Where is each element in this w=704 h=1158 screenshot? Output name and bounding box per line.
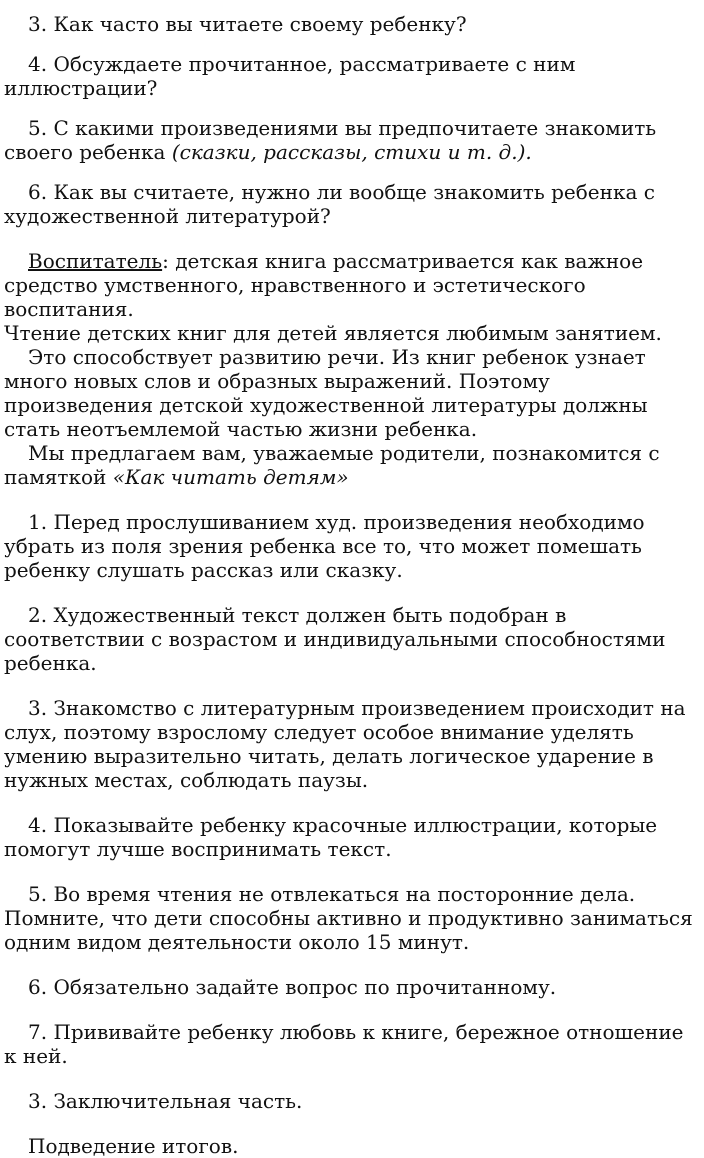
- closing-section-heading: 3. Заключительная часть.: [28, 1089, 303, 1113]
- memo-item-4: 4. Показывайте ребенку красочные иллюстрации, которые помогут лучше воспринимать текст.: [4, 813, 658, 861]
- memo-item-1: 1. Перед прослушиванием худ. произведения необходимо убрать из поля зрения ребенка все то, что может помешать ребенку слушать рассказ или сказку.: [4, 510, 645, 582]
- memo-item-5: 5. Во время чтения не отвлекаться на посторонние дела. Помните, что дети способны активно и продуктивно заниматься одним видом деятельности около 15 минут.: [4, 882, 693, 954]
- question-6: 6. Как вы считаете, нужно ли вообще знакомить ребенка с художественной литературой?: [4, 180, 655, 228]
- question-4: 4. Обсуждаете прочитанное, рассматриваете с ним иллюстрации?: [4, 52, 576, 100]
- question-5-examples: (сказки, рассказы, стихи и т. д.).: [171, 140, 532, 164]
- educator-paragraph-3: [4, 441, 700, 489]
- educator-intro: [4, 249, 700, 321]
- question-5: [4, 116, 700, 164]
- educator-paragraph-3-text: Мы предлагаем вам, уважаемые родители, познакомится с памяткой: [4, 441, 660, 489]
- speaker-label: Воспитатель: [28, 249, 163, 273]
- closing-summary: Подведение итогов.: [28, 1134, 239, 1158]
- question-3: 3. Как часто вы читаете своему ребенку?: [28, 12, 467, 36]
- memo-item-6: 6. Обязательно задайте вопрос по прочитанному.: [28, 975, 557, 999]
- memo-title: «Как читать детям»: [112, 465, 349, 489]
- educator-intro-text: : детская книга рассматривается как важное средство умственного, нравственного и эстетического воспитания.: [4, 249, 644, 321]
- memo-item-2: 2. Художественный текст должен быть подобран в соответствии с возрастом и индивидуальными способностями ребенка.: [4, 603, 666, 675]
- educator-paragraph-2: Это способствует развитию речи. Из книг ребенок узнает много новых слов и образных выражений. Поэтому произведения детской художественной литературы должны стать неотъемлемой частью жизни ребенка.: [4, 345, 648, 441]
- memo-item-3: 3. Знакомство с литературным произведением происходит на слух, поэтому взрослому следует особое внимание уделять умению выразительно читать, делать логическое ударение в нужных местах, соблюдать паузы.: [4, 696, 686, 792]
- memo-item-7: 7. Прививайте ребенку любовь к книге, бережное отношение к ней.: [4, 1020, 684, 1068]
- educator-line-2: Чтение детских книг для детей является любимым занятием.: [4, 321, 662, 345]
- question-5-text: 5. С какими произведениями вы предпочитаете знакомить своего ребенка: [4, 116, 657, 164]
